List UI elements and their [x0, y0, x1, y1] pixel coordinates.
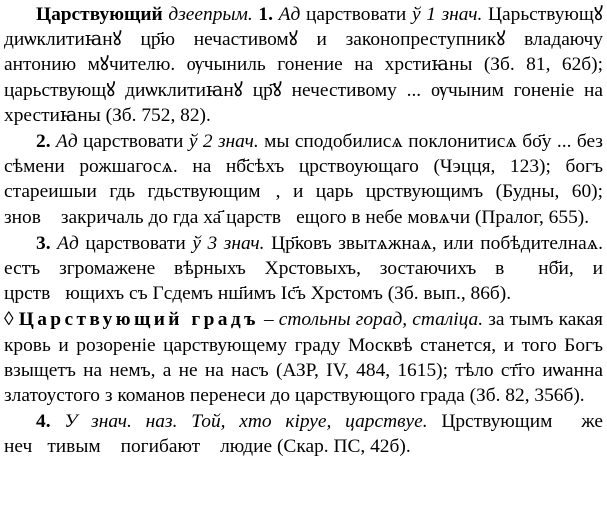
sense-2-paragraph	[4, 129, 603, 230]
sense-1-paragraph	[4, 2, 603, 128]
set-phrase: Царствующий градъ	[18, 309, 259, 331]
sense-4-paragraph	[4, 409, 603, 459]
sense-number: 1.	[258, 4, 273, 25]
sense-number: 2.	[36, 131, 51, 153]
sense-verb: царствовати	[85, 232, 186, 254]
sense-ref: ў 2 знач.	[188, 131, 259, 153]
sense-gloss: У знач. наз. Той, хто кіруе, царствуе.	[64, 411, 428, 433]
sense-text: Цр҃ковъ звытѧжнаѧ, или побѣдителнаѧ. естъ згромажене вѣрныхъ Хрстовыхъ, зостаючихъ вⷭ нб҃и, и црствꙋющихъ съ Гсдемъ нш҃имъ Іс҃ъ Хрстомъ (Зб. вып., 86б).	[4, 232, 603, 305]
phrase-dash: –	[263, 309, 274, 331]
phrase-gloss: стольны горад, сталіца.	[278, 309, 484, 331]
diamond-marker: ◊	[4, 309, 14, 331]
sense-verb: царствовати	[83, 131, 184, 153]
part-of-speech: дзеепрым.	[168, 4, 253, 25]
sense-abbr: Ад	[278, 4, 301, 25]
sense-text: мы сподобилисѧ поклонитисѧ бо҃у ... без сѣмени рожшагосѧ. на нб҃сѣхъ црствоующаго (Чэцця, 123); богъ стареишыи гдь гдьствующимⷭ, и царь црствующимъ (Будны, 60); зновꙋ закричаль до гда ха҃ царствꙋещого в небе мовѧчи (Пралог, 655).	[4, 131, 603, 228]
sense-text: Царьствующꙋ диѡклитиꙗнꙋ цр҃ю нечастивомꙋ и законопреступникꙋ владаючу антонию мꙋчителю. ѹчыниль гонение на хрстиꙗны (Зб. 81, 62б); царьствующꙋ диѡклитиꙗнꙋ цр҃ꙋ нечестивому ... ѹчыним гоненіе на хрестиꙗны (Зб. 752, 82).	[4, 4, 603, 126]
sense-number: 4.	[36, 411, 51, 433]
headword: Царствующий	[36, 4, 163, 25]
sense-number: 3.	[36, 232, 51, 254]
sense-verb: царствовати	[305, 4, 407, 25]
sense-ref: ў 3 знач.	[192, 232, 265, 254]
sense-abbr: Ад	[57, 232, 79, 254]
sense-abbr: Ад	[55, 131, 78, 153]
sense-text: Црствующимⷭ же нечⷭтивымⷭ погибаютⷭ людие (Скар. ПС, 42б).	[4, 411, 603, 458]
sense-ref: ў 1 знач.	[411, 4, 483, 25]
phrase-text: за тымъ какая кровь и розореніе царствующему граду Москвѣ станется, и того Богъ взыщетъ на немъ, а не на насъ (АЗР, IV, 484, 1615); тѣло ст҃го иѡанна златоустого з команов перенеси до царствующого града (Зб. 82, 356б).	[4, 309, 603, 407]
sense-3-paragraph	[4, 231, 603, 307]
phrase-paragraph	[4, 307, 603, 408]
